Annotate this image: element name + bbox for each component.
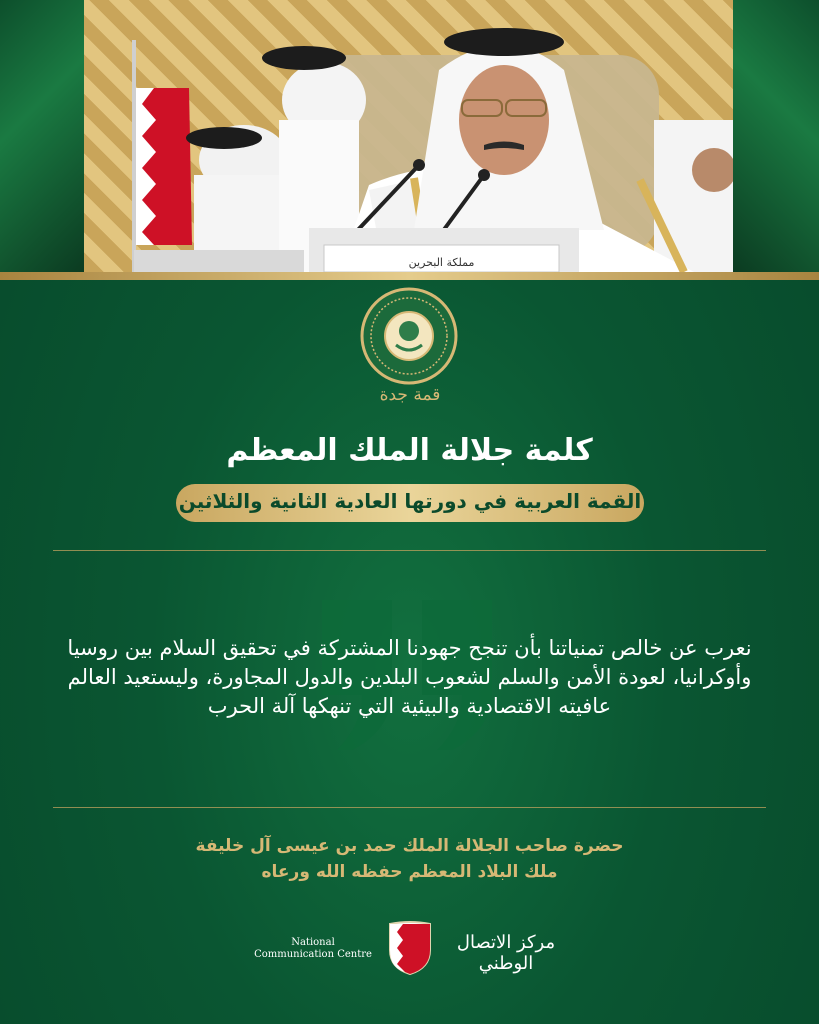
summit-emblem-icon xyxy=(360,287,458,385)
quote-text: نعرب عن خالص تمنياتنا بأن تنجح جهودنا المشتركة في تحقيق السلام بين روسيا وأوكرانيا، لعودة الأمن والسلم لشعوب البلدين والدول المجاورة، وليستعيد العالم عافيته الاقتصادية والبيئية التي تنهكها آلة الحرب xyxy=(67,636,752,718)
subtitle-text: القمة العربية في دورتها العادية الثانية والثلاثين xyxy=(178,489,642,513)
nameplate-text: مملكة البحرين xyxy=(408,256,475,269)
author-line-1: حضرة صاحب الجلالة الملك حمد بن عيسى آل خليفة xyxy=(195,836,624,856)
summit-photo xyxy=(84,0,733,272)
gold-divider-top xyxy=(0,272,819,280)
divider-upper xyxy=(53,550,766,551)
photo-right-border xyxy=(733,0,819,272)
ncc-english-name xyxy=(250,937,376,961)
ncc-arabic-name: مركز الاتصال الوطني xyxy=(456,932,556,974)
subtitle-pill xyxy=(176,484,644,522)
bahrain-crest-icon xyxy=(385,920,435,976)
author-line-2: ملك البلاد المعظم حفظه الله ورعاه xyxy=(261,862,558,882)
photo-left-border xyxy=(0,0,84,272)
ncc-en-line-2: Communication Centre xyxy=(254,949,372,960)
photo-band xyxy=(0,0,819,272)
summit-brand-wordmark: قمة جدة xyxy=(379,385,441,405)
page-title: كلمة جلالة الملك المعظم xyxy=(226,433,593,468)
ncc-en-line-1: National xyxy=(291,937,335,948)
divider-lower xyxy=(53,807,766,808)
